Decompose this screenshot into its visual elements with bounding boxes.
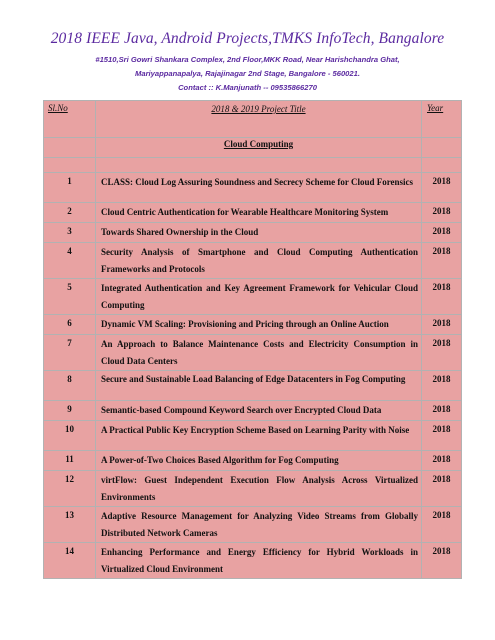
category-label: Cloud Computing xyxy=(96,138,422,158)
row-year: 2018 xyxy=(422,471,462,507)
table-row xyxy=(44,203,462,223)
header-slno: Sl.No xyxy=(44,101,96,138)
row-number: 9 xyxy=(44,401,96,421)
row-title: Towards Shared Ownership in the Cloud xyxy=(96,223,422,243)
row-title: Enhancing Performance and Energy Efficiency for Hybrid Workloads in Virtualized Cloud Environment xyxy=(96,543,422,579)
row-number: 2 xyxy=(44,203,96,223)
row-year: 2018 xyxy=(422,451,462,471)
row-number: 3 xyxy=(44,223,96,243)
row-year: 2018 xyxy=(422,315,462,335)
address-line-2: Mariyappanapalya, Rajajinagar 2nd Stage, Bangalore - 560021. xyxy=(135,69,360,78)
row-year: 2018 xyxy=(422,421,462,451)
row-number: 6 xyxy=(44,315,96,335)
table-row xyxy=(44,243,462,279)
row-title: Dynamic VM Scaling: Provisioning and Pricing through an Online Auction xyxy=(96,315,422,335)
row-title: Secure and Sustainable Load Balancing of Edge Datacenters in Fog Computing xyxy=(96,371,422,401)
row-year: 2018 xyxy=(422,401,462,421)
row-title: Cloud Centric Authentication for Wearable Healthcare Monitoring System xyxy=(96,203,422,223)
row-number: 11 xyxy=(44,451,96,471)
category-empty-cell xyxy=(422,138,462,158)
table-row xyxy=(44,315,462,335)
page-title: 2018 IEEE Java, Android Projects,TMKS InfoTech, Bangalore xyxy=(50,30,445,47)
row-year: 2018 xyxy=(422,335,462,371)
row-number: 5 xyxy=(44,279,96,315)
table-row xyxy=(44,335,462,371)
blank-cell xyxy=(44,158,96,173)
header-project-title: 2018 & 2019 Project Title xyxy=(96,101,422,138)
row-title: virtFlow: Guest Independent Execution Flow Analysis Across Virtualized Environments xyxy=(96,471,422,507)
row-number: 14 xyxy=(44,543,96,579)
row-year: 2018 xyxy=(422,173,462,203)
row-year: 2018 xyxy=(422,543,462,579)
blank-cell xyxy=(96,158,422,173)
table-row xyxy=(44,371,462,401)
table-row xyxy=(44,223,462,243)
category-row xyxy=(44,138,462,158)
row-number: 4 xyxy=(44,243,96,279)
category-empty-cell xyxy=(44,138,96,158)
table-header-row xyxy=(44,101,462,138)
table-row xyxy=(44,471,462,507)
blank-row xyxy=(44,158,462,173)
table-row xyxy=(44,543,462,579)
row-title: A Power-of-Two Choices Based Algorithm for Fog Computing xyxy=(96,451,422,471)
blank-cell xyxy=(422,158,462,173)
project-table xyxy=(43,100,462,579)
row-title: Semantic-based Compound Keyword Search over Encrypted Cloud Data xyxy=(96,401,422,421)
row-year: 2018 xyxy=(422,507,462,543)
row-title: CLASS: Cloud Log Assuring Soundness and Secrecy Scheme for Cloud Forensics xyxy=(96,173,422,203)
address-line-1: #1510,Sri Gowri Shankara Complex, 2nd Floor,MKK Road, Near Harishchandra Ghat, xyxy=(95,55,400,64)
row-title: Adaptive Resource Management for Analyzing Video Streams from Globally Distributed Network Cameras xyxy=(96,507,422,543)
row-number: 8 xyxy=(44,371,96,401)
table-row xyxy=(44,401,462,421)
table-row xyxy=(44,279,462,315)
header-year: Year xyxy=(422,101,462,138)
row-title: A Practical Public Key Encryption Scheme Based on Learning Parity with Noise xyxy=(96,421,422,451)
row-title: Integrated Authentication and Key Agreement Framework for Vehicular Cloud Computing xyxy=(96,279,422,315)
row-year: 2018 xyxy=(422,279,462,315)
row-number: 13 xyxy=(44,507,96,543)
table-row xyxy=(44,451,462,471)
row-number: 10 xyxy=(44,421,96,451)
row-year: 2018 xyxy=(422,203,462,223)
row-title: Security Analysis of Smartphone and Cloud Computing Authentication Frameworks and Protocols xyxy=(96,243,422,279)
row-year: 2018 xyxy=(422,243,462,279)
row-year: 2018 xyxy=(422,223,462,243)
row-number: 12 xyxy=(44,471,96,507)
contact-line: Contact :: K.Manjunath -- 09535866270 xyxy=(178,83,317,92)
table-row xyxy=(44,173,462,203)
table-row xyxy=(44,507,462,543)
row-year: 2018 xyxy=(422,371,462,401)
row-title: An Approach to Balance Maintenance Costs and Electricity Consumption in Cloud Data Centers xyxy=(96,335,422,371)
table-row xyxy=(44,421,462,451)
row-number: 7 xyxy=(44,335,96,371)
row-number: 1 xyxy=(44,173,96,203)
